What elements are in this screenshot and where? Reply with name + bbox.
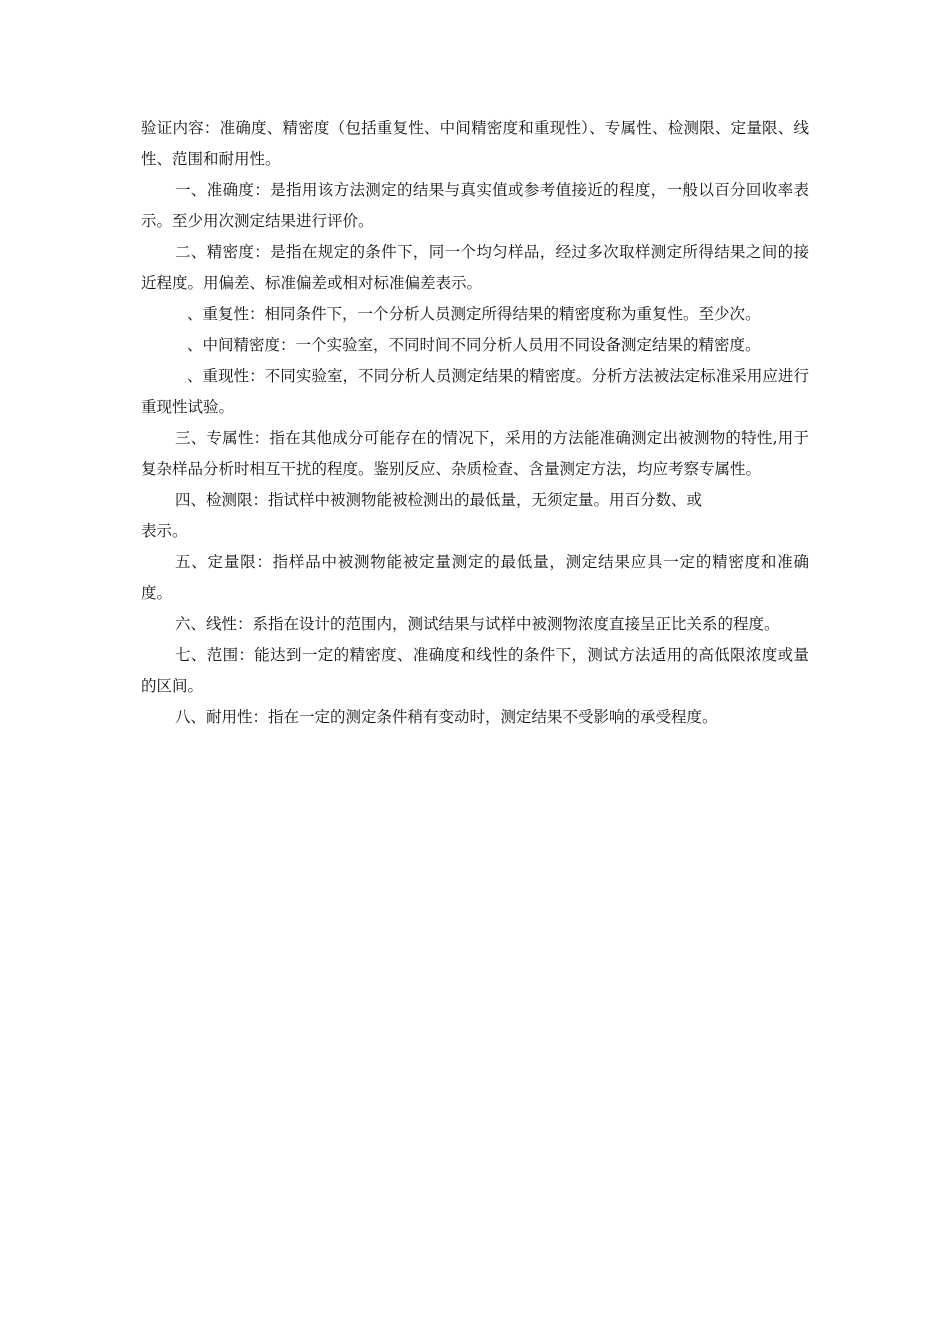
intermediate-precision-paragraph: 、中间精密度：一个实验室，不同时间不同分析人员用不同设备测定结果的精密度。 xyxy=(187,336,761,354)
precision-paragraph: 二、精密度：是指在规定的条件下，同一个均匀样品，经过多次取样测定所得结果之间的接近程度。用偏差、标准偏差或相对标准偏差表示。 xyxy=(141,243,809,292)
detection-limit-continuation: 表示。 xyxy=(141,522,188,540)
specificity-paragraph: 三、专属性：指在其他成分可能存在的情况下，采用的方法能准确测定出被测物的特性,用于复杂样品分析时相互干扰的程度。鉴别反应、杂质检查、含量测定方法，均应考察专属性。 xyxy=(141,429,809,478)
detection-limit-paragraph: 四、检测限：指试样中被测物能被检测出的最低量，无须定量。用百分数、或 xyxy=(175,491,703,509)
accuracy-paragraph: 一、准确度：是指用该方法测定的结果与真实值或参考值接近的程度，一般以百分回收率表示。至少用次测定结果进行评价。 xyxy=(141,181,809,230)
reproducibility-paragraph: 、重现性：不同实验室，不同分析人员测定结果的精密度。分析方法被法定标准采用应进行重现性试验。 xyxy=(141,367,809,416)
linearity-paragraph: 六、线性：系指在设计的范围内，测试结果与试样中被测物浓度直接呈正比关系的程度。 xyxy=(175,615,780,633)
validation-contents-paragraph: 验证内容：准确度、精密度（包括重复性、中间精密度和重现性）、专属性、检测限、定量限、线性、范围和耐用性。 xyxy=(141,119,809,168)
quantitation-limit-paragraph: 五、定量限：指样品中被测物能被定量测定的最低量，测定结果应具一定的精密度和准确度。 xyxy=(141,553,809,602)
repeatability-paragraph: 、重复性：相同条件下，一个分析人员测定所得结果的精密度称为重复性。至少次。 xyxy=(187,305,761,323)
robustness-paragraph: 八、耐用性：指在一定的测定条件稍有变动时，测定结果不受影响的承受程度。 xyxy=(175,708,718,726)
range-paragraph: 七、范围：能达到一定的精密度、准确度和线性的条件下，测试方法适用的高低限浓度或量的区间。 xyxy=(141,646,809,695)
document-body xyxy=(141,113,809,733)
